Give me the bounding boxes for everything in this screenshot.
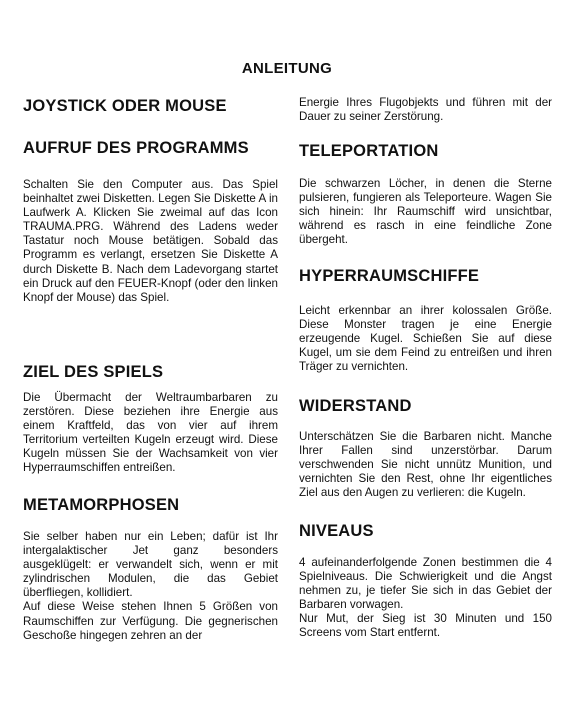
- text-metamorphosen-1: Sie selber haben nur ein Leben; dafür ist Ihr intergalaktischer Jet ganz besonders ausgeklügelt: er verwandelt sich, wenn er mit zylindrischen Modulen, die das Gebiet überfliegen, kollidiert.: [23, 530, 278, 600]
- heading-widerstand: WIDERSTAND: [299, 397, 412, 415]
- text-aufruf: Schalten Sie den Computer aus. Das Spiel beinhaltet zwei Disketten. Legen Sie Diskette A in Laufwerk A. Klicken Sie zweimal auf das Icon TRAUMA.PRG. Während des Ladens weder Tastatur noch Mouse betätigen. Sobald das Programm es verlangt, ersetzen Sie Diskette A durch Diskette B. Nach dem Ladevorgang startet ein Druck auf den FEUER-Knopf (oder den linken Knopf der Mouse) das Spiel.: [23, 178, 278, 304]
- heading-hyperraum: HYPERRAUMSCHIFFE: [299, 267, 480, 285]
- text-niveaus-2: Nur Mut, der Sieg ist 30 Minuten und 150 Screens vom Start entfernt.: [299, 612, 552, 640]
- heading-aufruf: AUFRUF DES PROGRAMMS: [23, 139, 249, 157]
- section-hyperraum: [299, 266, 552, 374]
- text-ziel: Die Übermacht der Weltraumbarbaren zu zerstören. Diese beziehen ihre Energie aus einem Kraftfeld, das von vier auf ihrem Territorium verteilten Kugeln erzeugt wird. Diese Kugeln müssen Sie der Wachsamkeit von vier Hyperraumschiffen entreißen.: [23, 391, 278, 475]
- text-widerstand: Unterschätzen Sie die Barbaren nicht. Manche Ihrer Fallen sind unzerstörbar. Darum verschwenden Sie nicht unnütz Munition, und vernichten Sie den Rest, ohne Ihr eigentliches Ziel aus den Augen zu verlieren: die Kugeln.: [299, 430, 552, 500]
- section-continued: [299, 96, 552, 124]
- section-niveaus: [299, 521, 552, 641]
- text-teleportation: Die schwarzen Löcher, in denen die Sterne pulsieren, fungieren als Teleporteure. Wagen Sie sich hinein: Ihr Raumschiff wird unsichtbar, während es rasch in eine feindliche Zone übergeht.: [299, 177, 552, 247]
- text-niveaus-1: 4 aufeinanderfolgende Zonen bestimmen die 4 Spielniveaus. Die Schwierigkeit und die Angst nehmen zu, je tiefer Sie sich in das Gebiet der Barbaren vorwagen.: [299, 556, 552, 612]
- section-ziel: [23, 362, 278, 476]
- section-metamorphosen: [23, 495, 278, 643]
- section-joystick: [23, 96, 278, 116]
- heading-teleportation: TELEPORTATION: [299, 142, 439, 160]
- heading-metamorphosen: METAMORPHOSEN: [23, 496, 180, 514]
- heading-joystick: JOYSTICK ODER MOUSE: [23, 97, 227, 115]
- text-hyperraum: Leicht erkennbar an ihrer kolossalen Größe. Diese Monster tragen je eine Energie erzeugende Kugel. Schießen Sie auf diese Kugel, um sie dem Feind zu entreißen und ihren Träger zu vernichten.: [299, 304, 552, 374]
- page-title: ANLEITUNG: [241, 60, 333, 77]
- heading-ziel: ZIEL DES SPIELS: [23, 363, 164, 381]
- section-aufruf: [23, 138, 278, 305]
- text-metamorphosen-2: Auf diese Weise stehen Ihnen 5 Größen von Raumschiffen zur Verfügung. Die gegnerischen Geschoße hingegen zehren an der: [23, 600, 278, 642]
- text-continued: Energie Ihres Flugobjekts und führen mit der Dauer zu seiner Zerstörung.: [299, 96, 552, 124]
- heading-niveaus: NIVEAUS: [299, 522, 374, 540]
- section-teleportation: [299, 141, 552, 247]
- section-widerstand: [299, 396, 552, 500]
